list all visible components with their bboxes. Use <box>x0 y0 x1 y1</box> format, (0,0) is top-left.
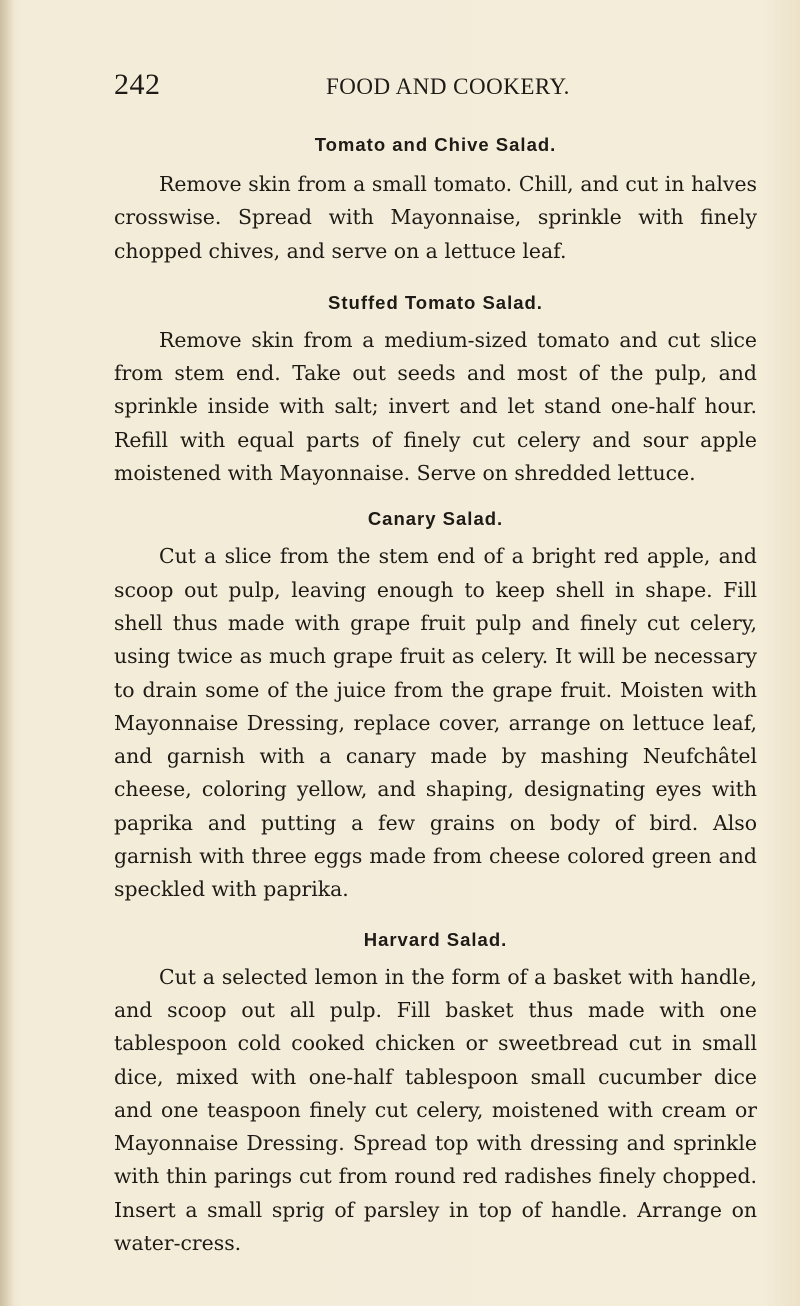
recipe-body: Cut a slice from the stem end of a bright red apple, and scoop out pulp, leaving enough to keep shell in shape. Fill shell thus made with grape fruit pulp and finely cut celery, using twice as much grape fruit as celery. It will be necessary to drain some of the juice from the grape fruit. Moisten with Mayonnaise Dressing, replace cover, arrange on lettuce leaf, and garnish with a canary made by mashing Neufchâtel cheese, coloring yellow, and shaping, designating eyes with paprika and putting a few grains on body of bird. Also garnish with three eggs made from cheese colored green and speckled with paprika. <box>114 544 757 902</box>
recipe-body: Cut a selected lemon in the form of a basket with handle, and scoop out all pulp. Fill basket thus made with one tablespoon cold cooked chicken or sweetbread cut in small dice, mixed with one-half tablespoon small cucumber dice and one teaspoon finely cut celery, moistened with cream or Mayonnaise Dressing. Spread top with dressing and sprinkle with thin parings cut from round red radishes finely chopped. Insert a small sprig of parsley in top of handle. Arrange on water-cress. <box>114 964 757 1256</box>
running-head <box>114 68 754 108</box>
page-gutter-shadow <box>0 0 14 1306</box>
recipe-body: Remove skin from a medium-sized tomato and cut slice from stem end. Take out seeds and most of the pulp, and sprinkle inside with salt; invert and let stand one-half hour. Refill with equal parts of finely cut celery and sour apple moistened with Mayonnaise. Serve on shredded lettuce. <box>114 327 757 486</box>
page-number: 242 <box>114 68 161 101</box>
running-title: FOOD AND COOKERY. <box>326 74 570 99</box>
page-content <box>114 134 757 1260</box>
recipe-heading: Stuffed Tomato Salad. <box>328 291 543 313</box>
recipe-heading: Canary Salad. <box>367 508 504 530</box>
recipe-heading: Tomato and Chive Salad. <box>314 134 557 155</box>
recipe-heading: Harvard Salad. <box>363 928 508 950</box>
recipe-body: Remove skin from a small tomato. Chill, and cut in halves crosswise. Spread with Mayonnaise, sprinkle with finely chopped chives, and serve on a lettuce leaf. <box>114 172 757 263</box>
